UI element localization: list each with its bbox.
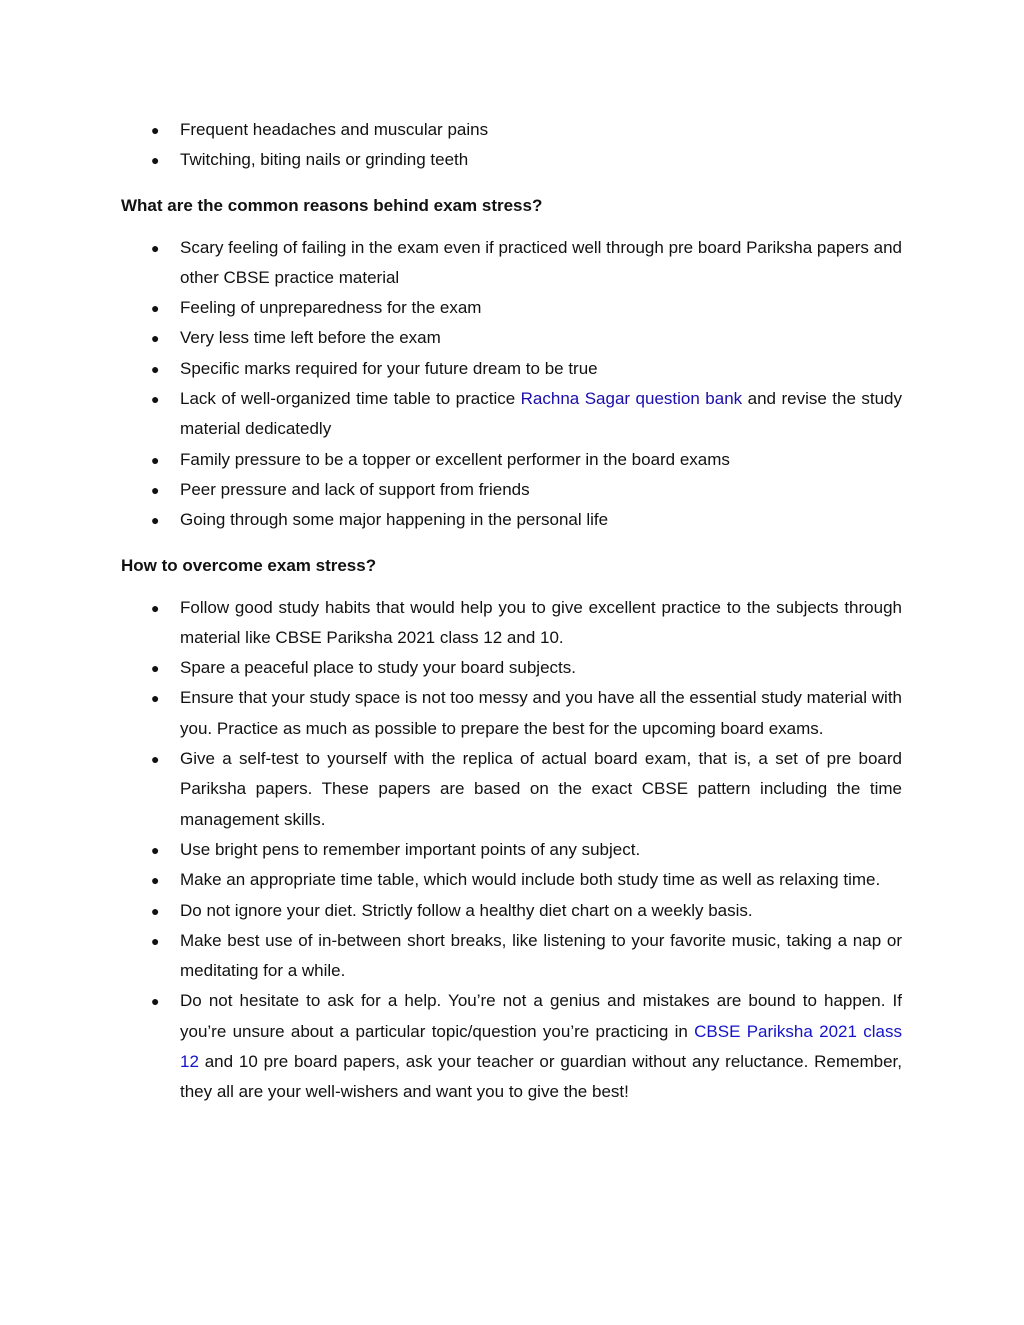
bullet-icon: ● — [151, 660, 160, 677]
bullet-icon: ● — [151, 932, 160, 949]
bullet-icon: ● — [151, 360, 160, 377]
bullet-icon: ● — [151, 690, 160, 707]
list-item — [121, 653, 902, 683]
bullet-icon: ● — [151, 451, 160, 468]
bullet-icon: ● — [151, 872, 160, 889]
bullet-icon: ● — [151, 122, 160, 138]
list-item-text: Do not hesitate to ask for a help. You’re not a genius and mistakes are bound to happen. If you’re unsure about a particular topic/question you’re practicing in — [180, 991, 902, 1041]
bullet-icon: ● — [151, 481, 160, 498]
list-item-text: Specific marks required for your future dream to be true — [180, 358, 598, 378]
bullet-icon: ● — [151, 841, 160, 858]
list-item-text: and 10 pre board papers, ask your teacher or guardian without any reluctance. Remember, they all are your well-wishers and want you to give the best! — [180, 1052, 902, 1102]
overcome-list — [121, 593, 902, 1108]
list-item-text: Peer pressure and lack of support from friends — [180, 479, 530, 499]
symptoms-list — [121, 115, 902, 176]
list-item — [121, 475, 902, 505]
list-item — [121, 354, 902, 384]
list-item — [121, 323, 902, 353]
list-item-text: Give a self-test to yourself with the replica of actual board exam, that is, a set of pre board Pariksha papers. These papers are based on the exact CBSE pattern including the time management skills. — [180, 749, 902, 829]
list-item — [121, 384, 902, 445]
section-heading-overcome: How to overcome exam stress? — [121, 555, 377, 575]
list-item-text: Make best use of in-between short breaks, like listening to your favorite music, taking a nap or meditating for a while. — [180, 930, 902, 981]
list-item-text: Feeling of unpreparedness for the exam — [180, 298, 482, 318]
list-item — [121, 683, 902, 744]
list-item — [121, 505, 902, 535]
list-item-text: Scary feeling of failing in the exam even if practiced well through pre board Pariksha papers and other CBSE practice material — [180, 237, 902, 287]
cbse-pariksha-2021-class-12-link[interactable]: CBSE Pariksha 2021 class 12 — [180, 1021, 902, 1072]
bullet-icon: ● — [151, 300, 160, 317]
list-item — [121, 233, 902, 294]
list-item — [121, 835, 902, 865]
bullet-icon: ● — [151, 993, 160, 1010]
list-item-text: Do not ignore your diet. Strictly follow a healthy diet chart on a weekly basis. — [180, 900, 753, 920]
list-item-text: and revise the study material dedicatedly — [180, 389, 902, 439]
list-item-text: Frequent headaches and muscular pains — [180, 120, 489, 139]
bullet-icon: ● — [151, 751, 160, 768]
list-item — [121, 896, 902, 926]
list-item — [121, 986, 902, 1107]
list-item-text: Twitching, biting nails or grinding teeth — [180, 150, 469, 170]
list-item-text: Spare a peaceful place to study your board subjects. — [180, 658, 576, 678]
list-item-text: Use bright pens to remember important points of any subject. — [180, 839, 641, 859]
list-item — [121, 744, 902, 835]
rachna-sagar-question-bank-link[interactable]: Rachna Sagar question bank — [520, 389, 743, 409]
list-item — [121, 445, 902, 475]
list-item — [121, 593, 902, 654]
bullet-icon: ● — [151, 902, 160, 919]
list-item — [121, 145, 902, 175]
bullet-icon: ● — [151, 239, 160, 256]
list-item-text: Going through some major happening in the personal life — [180, 510, 609, 530]
list-item-text: Ensure that your study space is not too messy and you have all the essential study material with you. Practice as much as possible to prepare the best for the upcoming board exams. — [180, 688, 902, 738]
list-item-text: Family pressure to be a topper or excellent performer in the board exams — [180, 449, 730, 469]
list-item-text: Make an appropriate time table, which would include both study time as well as relaxing time. — [180, 870, 881, 890]
list-item-text: Very less time left before the exam — [180, 328, 441, 348]
list-item — [121, 293, 902, 323]
list-item — [121, 865, 902, 895]
bullet-icon: ● — [151, 599, 160, 616]
section-heading-reasons: What are the common reasons behind exam stress? — [121, 195, 543, 215]
bullet-icon: ● — [151, 512, 160, 529]
list-item-text: Follow good study habits that would help you to give excellent practice to the subjects through material like CBSE Pariksha 2021 class 12 and 10. — [180, 597, 902, 647]
bullet-icon: ● — [151, 330, 160, 347]
list-item-text: Lack of well-organized time table to practice — [180, 389, 521, 409]
list-item — [121, 115, 902, 145]
bullet-icon: ● — [151, 391, 160, 408]
list-item — [121, 926, 902, 987]
bullet-icon: ● — [151, 152, 160, 169]
reasons-list — [121, 233, 902, 536]
